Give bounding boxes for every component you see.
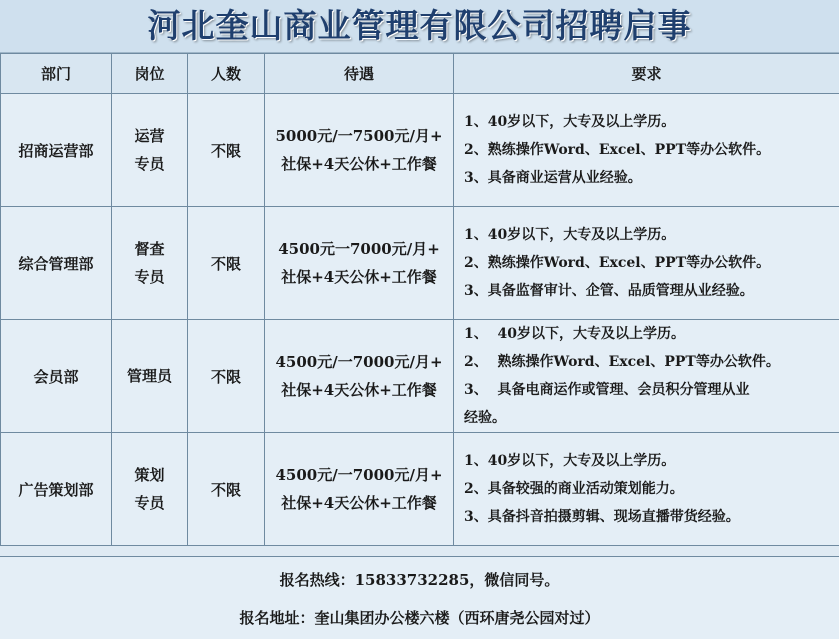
requirement-item: 1、40岁以下，大专及以上学历。	[464, 447, 831, 475]
pay-cell	[265, 207, 454, 320]
pay-line: 社保+4天公休+工作餐	[265, 489, 453, 517]
contact-footer	[0, 556, 839, 639]
pay-cell	[265, 433, 454, 546]
requirement-item: 2、具备较强的商业活动策划能力。	[464, 475, 831, 503]
position-cell	[112, 207, 188, 320]
position-cell	[112, 94, 188, 207]
count-cell: 不限	[188, 94, 265, 207]
header-department: 部门	[1, 54, 112, 94]
pay-line: 4500元/一7000元/月+	[265, 461, 453, 489]
pay-line: 社保+4天公休+工作餐	[265, 263, 453, 291]
table-header-row	[1, 54, 839, 94]
department-cell: 会员部	[1, 320, 112, 433]
requirement-item: 3、具备抖音拍摄剪辑、现场直播带货经验。	[464, 503, 831, 531]
requirements-cell	[454, 320, 839, 433]
position-cell	[112, 320, 188, 433]
requirement-item: 1、40岁以下，大专及以上学历。	[464, 221, 831, 249]
table-row	[1, 320, 839, 433]
position-line: 督查	[112, 235, 187, 263]
table-row	[1, 207, 839, 320]
requirements-cell	[454, 94, 839, 207]
pay-line: 4500元/一7000元/月+	[265, 348, 453, 376]
pay-line: 社保+4天公休+工作餐	[265, 376, 453, 404]
requirement-item: 2、熟练操作Word、Excel、PPT等办公软件。	[464, 249, 831, 277]
department-cell: 招商运营部	[1, 94, 112, 207]
header-position: 岗位	[112, 54, 188, 94]
requirement-item: 3、具备监督审计、企管、品质管理从业经验。	[464, 277, 831, 305]
pay-cell	[265, 94, 454, 207]
table-row	[1, 94, 839, 207]
pay-line: 社保+4天公休+工作餐	[265, 150, 453, 178]
table-row	[1, 433, 839, 546]
requirements-cell	[454, 433, 839, 546]
requirement-item: 1、40岁以下，大专及以上学历。	[464, 108, 831, 136]
requirement-item: 3、 具备电商运作或管理、会员积分管理从业	[464, 376, 831, 404]
department-cell: 综合管理部	[1, 207, 112, 320]
count-cell: 不限	[188, 207, 265, 320]
position-line: 专员	[112, 150, 187, 178]
pay-line: 4500元一7000元/月+	[265, 235, 453, 263]
header-pay: 待遇	[265, 54, 454, 94]
requirement-item: 2、熟练操作Word、Excel、PPT等办公软件。	[464, 136, 831, 164]
position-line: 管理员	[112, 362, 187, 390]
position-line: 专员	[112, 263, 187, 291]
pay-cell	[265, 320, 454, 433]
count-cell: 不限	[188, 320, 265, 433]
header-count: 人数	[188, 54, 265, 94]
position-cell	[112, 433, 188, 546]
position-line: 专员	[112, 489, 187, 517]
position-line: 运营	[112, 122, 187, 150]
requirement-item: 1、 40岁以下，大专及以上学历。	[464, 320, 831, 348]
jobs-table	[0, 53, 839, 546]
position-line: 策划	[112, 461, 187, 489]
pay-line: 5000元/一7500元/月+	[265, 122, 453, 150]
requirement-item: 经验。	[464, 404, 831, 432]
address-text: 报名地址：奎山集团办公楼六楼（西环唐尧公园对过）	[0, 607, 839, 628]
header-requirements: 要求	[454, 54, 839, 94]
requirement-item: 2、 熟练操作Word、Excel、PPT等办公软件。	[464, 348, 831, 376]
count-cell: 不限	[188, 433, 265, 546]
page-title: 河北奎山商业管理有限公司招聘启事	[0, 0, 839, 53]
department-cell: 广告策划部	[1, 433, 112, 546]
requirements-cell	[454, 207, 839, 320]
requirement-item: 3、具备商业运营从业经验。	[464, 164, 831, 192]
hotline-text: 报名热线：15833732285，微信同号。	[0, 569, 839, 590]
